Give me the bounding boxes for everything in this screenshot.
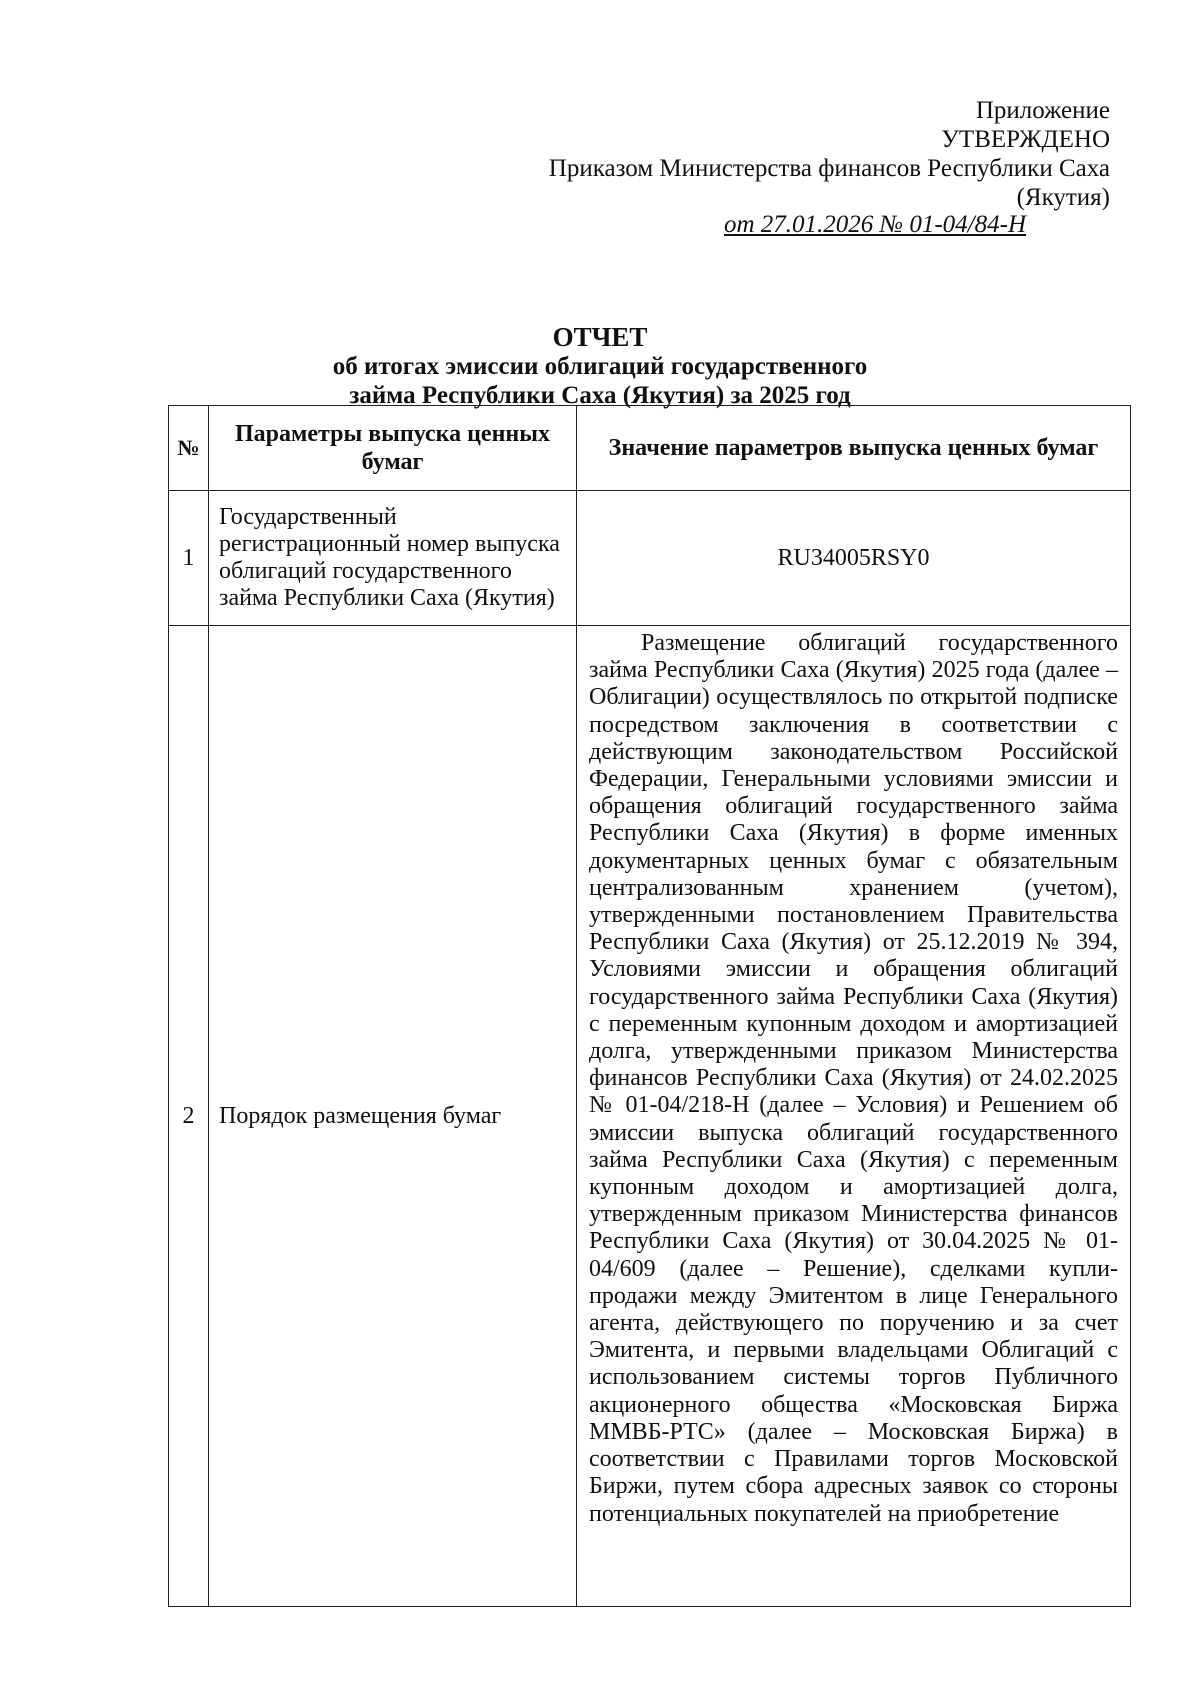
order-line-1: Приказом Министерства финансов Республики Саха [548,155,1110,182]
approved-label: УТВЕРЖДЕНО [941,126,1110,153]
row-number: 2 [169,626,209,1607]
order-date: от 27.01.2026 № 01-04/84-Н [723,211,1027,238]
title-line-1: ОТЧЕТ [552,322,648,352]
report-table [168,405,1131,1607]
row-value: RU34005RSY0 [577,491,1131,626]
appendix-label: Приложение [975,97,1110,124]
approval-header [480,96,1110,212]
header-value-text: Значение параметров выпуска ценных бумаг [608,435,1099,461]
table-header-row [169,406,1131,491]
header-num: № [169,406,209,491]
document-title [300,323,900,410]
header-param-text: Параметры выпуска ценных бумаг [235,421,550,475]
header-value [577,406,1131,491]
row-value-cell [577,626,1131,1607]
title-line-3: займа Республики Саха (Якутия) за 2025 год [349,382,851,409]
table-row [169,626,1131,1607]
row-param: Государственный регистрационный номер выпуска облигаций государственного займа Республики Саха (Якутия) [209,491,577,626]
header-param [209,406,577,491]
row-param: Порядок размещения бумаг [209,626,577,1607]
title-line-2: об итогах эмиссии облигаций государственного [332,353,868,380]
order-line-2: (Якутия) [1016,184,1110,211]
table-row [169,491,1131,626]
row-value: Размещение облигаций государственного займа Республики Саха (Якутия) 2025 года (далее – Облигации) осуществлялось по открытой подписке посредством заключения в соответствии с действующим законодательством Российской Федерации, Генеральными условиями эмиссии и обращения облигаций государственного займа Республики Саха (Якутия) в форме именных документарных ценных бумаг с обязательным централизованным хранением (учетом), утвержденными постановлением Правительства Республики Саха (Якутия) от 25.12.2019 № 394, Условиями эмиссии и обращения облигаций государственного займа Республики Саха (Якутия) с переменным купонным доходом и амортизацией долга, утвержденными приказом Министерства финансов Республики Саха (Якутия) от 24.02.2025 № 01-04/218-Н (далее – Условия) и Решением об эмиссии выпуска облигаций государственного займа Республики Саха (Якутия) с переменным купонным доходом и амортизацией долга, утвержденным приказом Министерства финансов Республики Саха (Якутия) от 30.04.2025 № 01-04/609 (далее – Решение), сделками купли-продажи между Эмитентом в лице Генерального агента, действующего по поручению и за счет Эмитента, и первыми владельцами Облигаций с использованием системы торгов Публичного акционерного общества «Московская Биржа ММВБ-РТС» (далее – Московская Биржа) в соответствии с Правилами торгов Московской Биржи, путем сбора адресных заявок со стороны потенциальных покупателей на приобретение [589,630,1118,1527]
row-number: 1 [169,491,209,626]
